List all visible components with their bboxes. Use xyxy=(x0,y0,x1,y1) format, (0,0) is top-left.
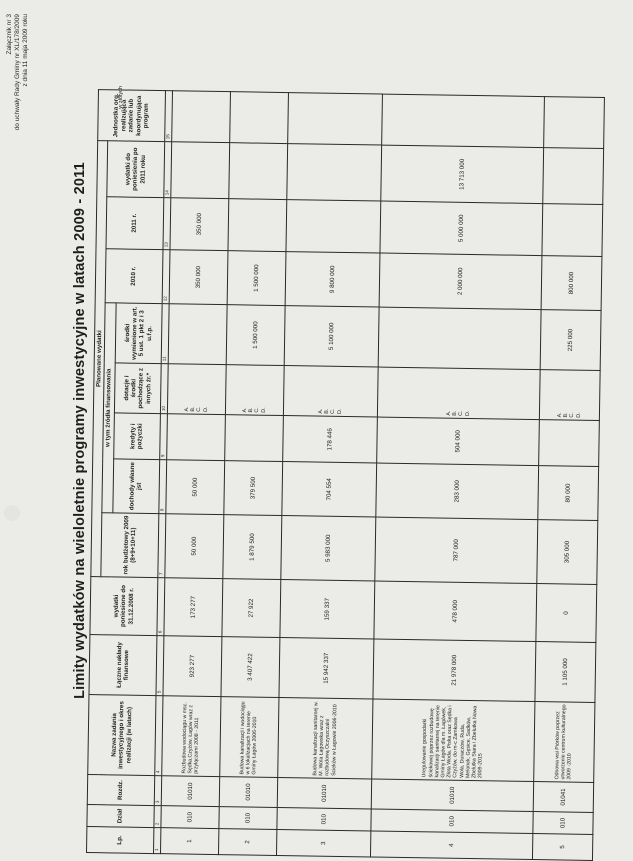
col-nazwa: Nazwa zadania inwestycyjnego i okres realizacji (w latach) xyxy=(88,695,156,776)
cell-nazwa: Budowa kanalizacji sanitarnej w. M. Wola Łagowska wraz z rozbudową Oczyszczalni Ścieków w Łagowie 2006-2010 xyxy=(278,698,373,779)
cell-po2011 xyxy=(171,142,230,199)
cell-poniesione: 173 277 xyxy=(164,578,223,637)
cell-nazwa: Uregulowanie gospodarki ściekowej poprzez rozbudowę kanalizacji sanitarnej na terenie Gminy Łagów dla m. Łagówek, Złota Woda, Piska oraz Sędka i Czyżów, do m-c Zamkowa Wola, Duraczów, Ruda, Melonek, Gęsice, Sadków, Zbelutka Stara i Zbelutka Nowa 2009-2015 xyxy=(372,699,535,782)
source-a: A. xyxy=(241,407,248,413)
source-b: B. xyxy=(190,406,197,412)
cell-2011: 5 000 000 xyxy=(380,201,543,256)
cell-rozdz: 01041 xyxy=(533,782,593,813)
col-number: 12 xyxy=(162,250,170,304)
col-number: 13 xyxy=(163,198,171,250)
col-po2011: wydatki do poniesienia po 2011 roku xyxy=(107,141,164,198)
col-rozdz: Rozdz. xyxy=(87,775,154,806)
col-number: 4 xyxy=(155,696,163,776)
cell-rok: 5 983 000 xyxy=(281,516,376,581)
cell-dzial: 010 xyxy=(533,812,593,835)
source-c: C. xyxy=(330,408,337,414)
table-row xyxy=(276,93,382,857)
cell-kredyty xyxy=(166,414,225,461)
col-2010: 2010 r. xyxy=(106,249,163,304)
source-a: A. xyxy=(556,412,563,418)
cell-rozdz: 01010 xyxy=(219,777,277,808)
cell-poniesione: 27 922 xyxy=(222,579,281,638)
cell-rok: 50 000 xyxy=(165,514,224,579)
attachment-note-line3: z dnia 11 maja 2009 roku xyxy=(22,14,29,87)
cell-nazwa: Budowa kanalizacji i wodociągu w 6 lokalizacjach na terenie Gminy Łagów 2006-2010 xyxy=(220,697,279,778)
source-d: D. xyxy=(575,412,582,418)
cell-wymienione: 1 500 000 xyxy=(226,305,285,366)
source-d: D. xyxy=(202,406,209,412)
cell-2010: 800 000 xyxy=(541,256,602,311)
cell-laczne: 923 277 xyxy=(163,636,222,697)
source-c: C. xyxy=(196,406,203,412)
cell-laczne: 21 978 000 xyxy=(373,639,536,702)
col-poniesione: wydatki poniesione do 31.12.2008 r. xyxy=(90,577,158,636)
cell-poniesione: 0 xyxy=(536,584,597,643)
col-number: 15 xyxy=(164,91,172,142)
col-dotacje: dotacje i środki pochodzące z innych źr.* xyxy=(114,363,161,414)
source-d: D. xyxy=(464,410,471,416)
cell-wymienione: 5 100 000 xyxy=(284,306,379,367)
col-rok: rok budżetowy 2009 (8+9+10+11) xyxy=(101,513,158,578)
cell-lp: 3 xyxy=(276,829,370,856)
col-number: 7 xyxy=(158,514,166,578)
cell-rozdz: 01010 xyxy=(277,777,371,808)
source-d: D. xyxy=(260,407,267,413)
attachment-note-line2: do uchwały Rady Gminy nr XL/178/2009 xyxy=(14,14,21,131)
source-d: D. xyxy=(336,408,343,414)
cell-wymienione: 225 000 xyxy=(540,310,601,371)
cell-2010: 350 000 xyxy=(169,250,228,305)
cell-laczne: 15 942 337 xyxy=(279,638,374,699)
cell-nazwa: Odnowa wsi Piórków poprzez utworzenie centrum kulturalnego 2009 -2010 xyxy=(533,702,594,783)
punch-hole xyxy=(4,505,20,521)
col-zrodla: w tym źródła finansowania xyxy=(102,303,116,513)
source-a: A. xyxy=(317,408,324,414)
cell-dzial: 010 xyxy=(219,807,277,830)
col-2011: 2011 r. xyxy=(106,197,163,250)
col-number: 5 xyxy=(156,636,164,696)
cell-dochody: 379 500 xyxy=(224,461,283,516)
cell-laczne: 3 407 422 xyxy=(221,637,280,698)
unit-label: w złotych xyxy=(118,86,124,109)
cell-kredyty xyxy=(538,420,599,467)
source-b: B. xyxy=(248,407,255,413)
col-wymienione: środki wymienione w art. 5 ust. 1 pkt 2 i 3 u.f.p. xyxy=(115,303,162,364)
source-b: B. xyxy=(452,410,459,416)
col-number: 6 xyxy=(157,578,165,636)
cell-2010: 9 800 000 xyxy=(285,252,380,307)
col-laczne: Łączne nakłady finansowe xyxy=(89,635,157,696)
cell-dotacje xyxy=(539,370,600,421)
cell-kredyty xyxy=(224,415,283,462)
col-number: 10 xyxy=(160,364,168,414)
source-b: B. xyxy=(324,408,331,414)
cell-dochody: 50 000 xyxy=(166,460,225,515)
col-number: 2 xyxy=(154,806,161,828)
document-title: Limity wydatków na wieloletnie programy inwestycyjne w latach 2009 - 2011 xyxy=(72,162,88,699)
source-a: A. xyxy=(183,406,190,412)
cell-po2011 xyxy=(229,143,288,200)
cell-dotacje xyxy=(225,365,284,416)
cell-jednostka xyxy=(229,92,288,144)
attachment-note-line1: Załącznik nr 3 xyxy=(6,14,13,55)
cell-dzial: 010 xyxy=(277,807,371,830)
col-number: 3 xyxy=(154,776,161,806)
cell-dochody: 704 554 xyxy=(282,462,377,517)
cell-po2011 xyxy=(543,148,604,205)
cell-dochody: 283 000 xyxy=(376,463,539,520)
col-dzial: Dział xyxy=(87,805,154,828)
cell-poniesione: 159 337 xyxy=(280,580,375,639)
col-number: 9 xyxy=(160,414,168,460)
cell-rozdz: 01010 xyxy=(371,779,533,812)
cell-2011 xyxy=(228,199,287,252)
cell-kredyty: 504 000 xyxy=(376,417,539,466)
cell-lp: 4 xyxy=(370,831,532,860)
cell-jednostka xyxy=(381,94,544,148)
cell-rok: 787 000 xyxy=(375,517,538,584)
cell-kredyty: 178 446 xyxy=(282,416,377,463)
cell-dotacje xyxy=(377,367,540,420)
cell-laczne: 1 105 000 xyxy=(535,642,596,703)
source-b: B. xyxy=(563,412,570,418)
cell-poniesione: 478 000 xyxy=(374,581,537,642)
col-lp: Lp. xyxy=(87,827,154,854)
col-number: 8 xyxy=(159,460,167,514)
cell-dzial: 010 xyxy=(161,806,219,829)
cell-2011 xyxy=(286,200,381,253)
cell-jednostka xyxy=(171,91,230,143)
cell-2011: 350 000 xyxy=(170,198,229,251)
cell-wymienione xyxy=(168,304,227,365)
cell-po2011: 13 713 000 xyxy=(381,145,544,204)
source-a: A. xyxy=(445,410,452,416)
cell-lp: 5 xyxy=(532,834,592,861)
cell-jednostka xyxy=(543,97,604,149)
cell-dotacje xyxy=(167,364,226,415)
col-jednostka: Jednostka org. realizująca zadanie lub koordynująca program xyxy=(98,90,166,142)
cell-wymienione xyxy=(378,307,541,370)
table-row xyxy=(532,97,604,861)
cell-po2011 xyxy=(287,144,382,201)
cell-lp: 2 xyxy=(218,829,276,856)
col-kredyty: kredyty i pożyczki xyxy=(114,413,161,460)
cell-dochody: 80 000 xyxy=(538,466,599,521)
cell-2011 xyxy=(542,204,603,257)
cell-rok: 1 879 500 xyxy=(223,515,282,580)
col-number: 11 xyxy=(161,304,169,364)
cell-rozdz: 01010 xyxy=(161,776,219,807)
cell-nazwa: Rozbudowa wodociągu w msc. Sędka,Czyżów, Łagów wraz z przyłączami 2008 - 2011 xyxy=(162,696,221,777)
source-c: C. xyxy=(458,410,465,416)
cell-dzial: 010 xyxy=(371,809,533,834)
attachment-note xyxy=(6,14,30,130)
cell-rok: 305 000 xyxy=(537,520,598,585)
cell-lp: 1 xyxy=(160,828,218,855)
cell-dotacje xyxy=(283,366,378,417)
cell-2010: 2 000 000 xyxy=(379,253,542,310)
col-dochody: dochody własne jst xyxy=(113,459,160,514)
cell-2010: 1 500 000 xyxy=(227,251,286,306)
source-c: C. xyxy=(569,412,576,418)
table-row xyxy=(370,94,544,859)
col-number: 1 xyxy=(153,828,160,854)
col-planowane: Planowane wydatki xyxy=(91,141,108,577)
source-c: C. xyxy=(254,407,261,413)
cell-jednostka xyxy=(287,93,382,145)
investment-limits-table xyxy=(86,89,605,861)
col-number: 14 xyxy=(164,142,172,198)
